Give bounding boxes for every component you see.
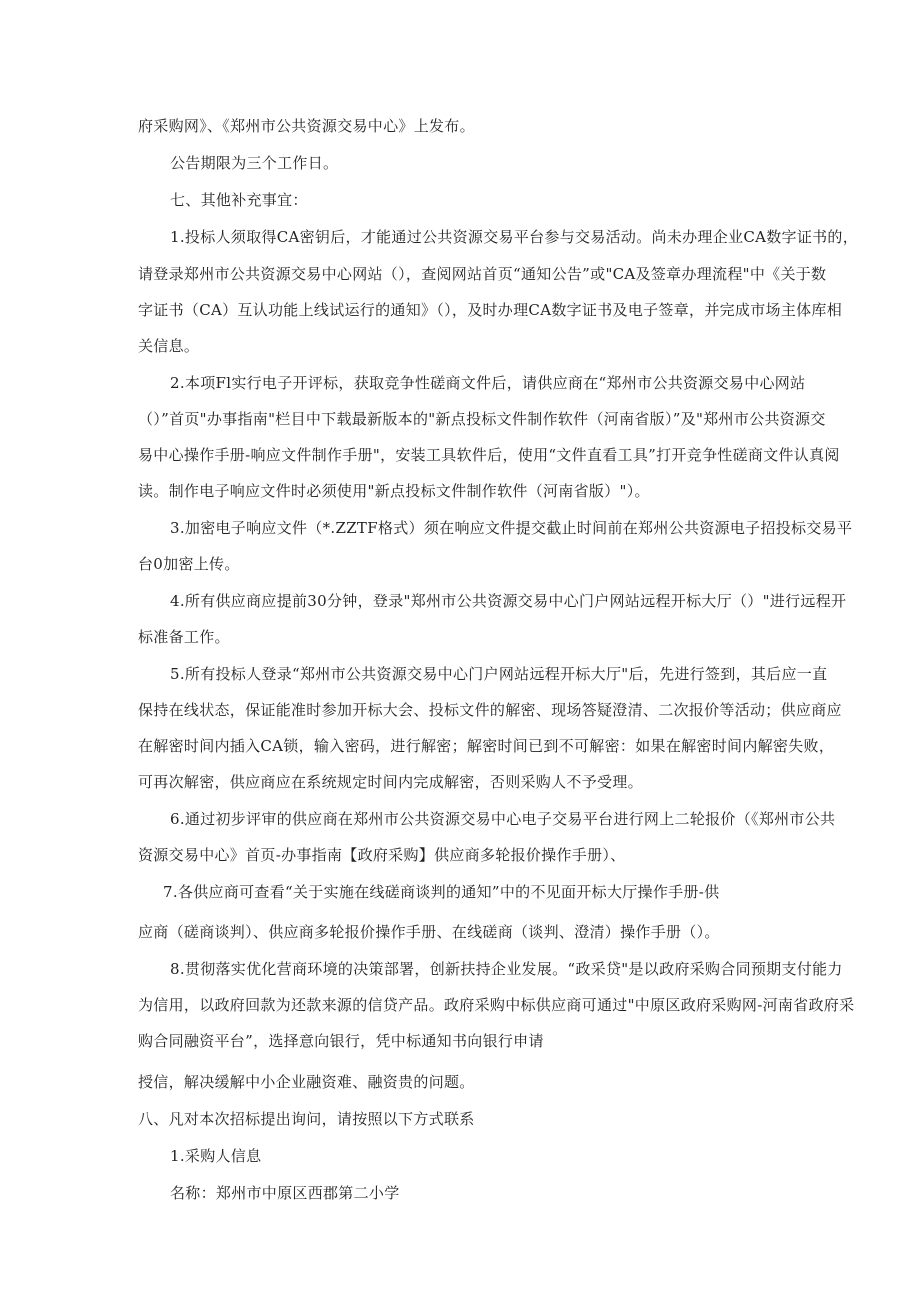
text-line: 1.采购人信息 xyxy=(170,1147,262,1165)
text-line: 府采购网》、《郑州市公共资源交易中心》上发布。 xyxy=(138,117,475,135)
text-line: 请登录郑州市公共资源交易中心网站（），查阅网站首页“通知公告”或"CA及签章办理流程"中《关于数 xyxy=(138,265,827,283)
text-line: 易中心操作手册-响应文件制作手册"，安装工具软件后，使用“文件直看工具”打开竞争性磋商文件认真阅 xyxy=(138,446,840,464)
text-line: 公告期限为三个工作日。 xyxy=(170,154,339,172)
text-line: 5.所有投标人登录“郑州市公共资源交易中心门户网站远程开标大厅"后，先进行签到，其后应一直 xyxy=(170,665,828,683)
section-heading: 七、其他补充事宜： xyxy=(170,191,308,209)
text-line: 为信用，以政府回款为还款来源的信贷产品。政府采购中标供应商可通过"中原区政府采购网-河南省政府采 xyxy=(138,996,855,1014)
text-line: 资源交易中心》首页-办事指南【政府采购】供应商多轮报价操作手册）、 xyxy=(138,846,626,864)
text-line: 3.加密电子响应文件（*.ZZTF格式）须在响应文件提交截止时间前在郑州公共资源电子招投标交易平 xyxy=(170,519,853,537)
text-line: 4.所有供应商应提前30分钟，登录"郑州市公共资源交易中心门户网站远程开标大厅（）"进行远程开 xyxy=(170,592,847,610)
text-line: （）”首页"办事指南"栏目中下载最新版本的"新点投标文件制作软件（河南省版）”及"郑州市公共资源交 xyxy=(138,410,826,428)
text-line: 台0加密上传。 xyxy=(138,555,240,573)
section-heading: 八、凡对本次招标提出询问，请按照以下方式联系 xyxy=(138,1110,475,1128)
text-line: 7.各供应商可查看“关于实施在线磋商谈判的通知”中的不见面开标大厅操作手册-供 xyxy=(163,883,720,901)
text-line: 8.贯彻落实优化营商环境的决策部署，创新扶持企业发展。“政采贷"是以政府采购合同预期支付能力 xyxy=(170,960,843,978)
text-line: 字证书（CA）互认功能上线试运行的通知》（），及时办理CA数字证书及电子签章，并完成市场主体库相 xyxy=(138,301,843,319)
text-line: 授信，解决缓解中小企业融资难、融资贵的问题。 xyxy=(138,1073,475,1091)
text-line: 名称：郑州市中原区西郡第二小学 xyxy=(170,1184,400,1202)
text-line: 关信息。 xyxy=(138,337,200,355)
text-line: 购合同融资平台”，选择意向银行，凭中标通知书向银行申请 xyxy=(138,1032,544,1050)
text-line: 2.本项Fl实行电子开评标，获取竞争性磋商文件后，请供应商在“郑州市公共资源交易中心网站 xyxy=(170,374,806,392)
text-line: 可再次解密，供应商应在系统规定时间内完成解密，否则采购人不予受理。 xyxy=(138,773,643,791)
text-line: 读。制作电子响应文件时必须使用"新点投标文件制作软件（河南省版）"）。 xyxy=(138,482,650,500)
text-line: 在解密时间内插入CA锁，输入密码，进行解密；解密时间已到不可解密：如果在解密时间内解密失败， xyxy=(138,737,835,755)
text-line: 6.通过初步评审的供应商在郑州市公共资源交易中心电子交易平台进行网上二轮报价（《郑州市公共 xyxy=(170,810,836,828)
text-line: 应商（磋商谈判）、供应商多轮报价操作手册、在线磋商（谈判、澄清）操作手册（）。 xyxy=(138,923,720,941)
text-line: 保持在线状态，保证能准时参加开标大会、投标文件的解密、现场答疑澄清、二次报价等活动；供应商应 xyxy=(138,701,842,719)
text-line: 1.投标人须取得CA密钥后，才能通过公共资源交易平台参与交易活动。尚未办理企业CA数字证书的， xyxy=(170,228,859,246)
text-line: 标准备工作。 xyxy=(138,628,230,646)
